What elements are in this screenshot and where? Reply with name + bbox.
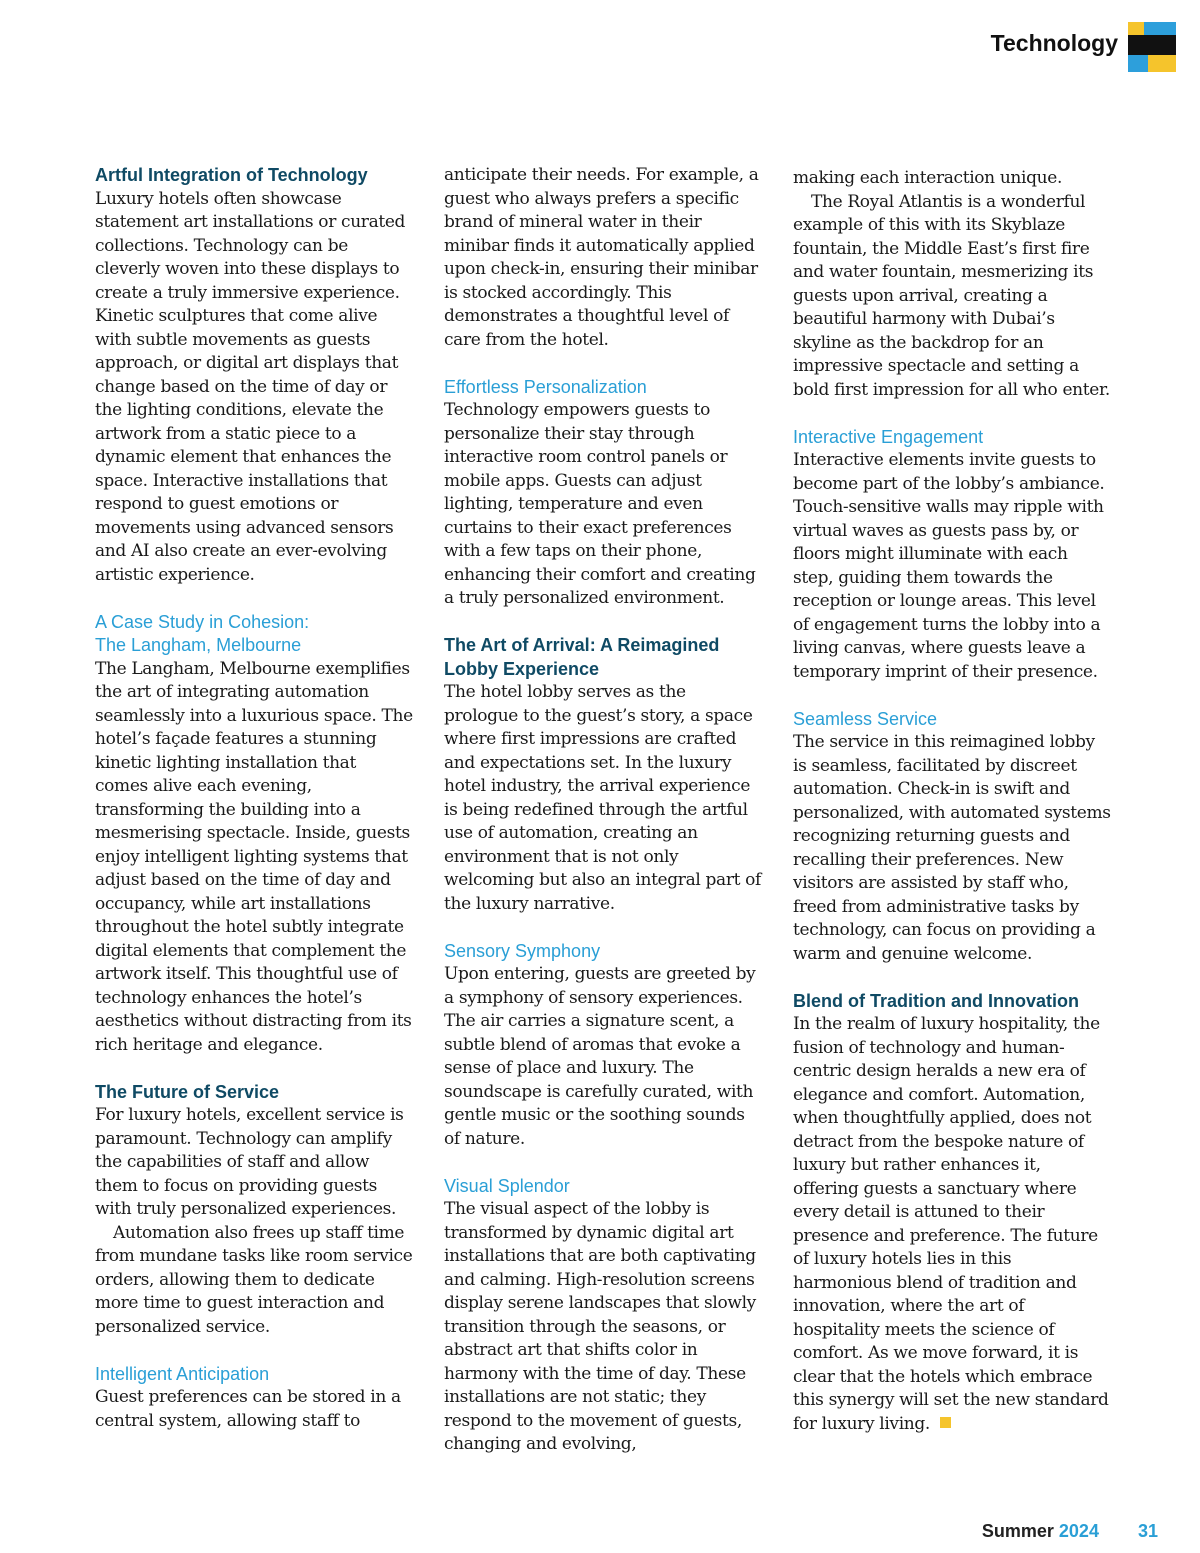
paragraph: Upon entering, guests are greeted by a symphony of sensory experiences. The air carries a signature scent, a subtle blend of aromas that evoke a sense of place and luxury. The soundscape is carefully curated, with gentle music or the soothing sounds of nature. <box>444 964 756 1149</box>
paragraph: Luxury hotels often showcase statement art installations or curated collections. Technology can be cleverly woven into these displays to create a truly immersive experience. Kinetic sculptures that come alive with subtle movements as guests approach, or digital art displays that change based on the time of day or the lighting conditions, elevate the artwork from a static piece to a dynamic element that enhances the space. Interactive installations that respond to guest emotions or movements using advanced sensors and AI also create an ever-evolving artistic experience. <box>95 188 406 585</box>
logo-block-yellow <box>1148 55 1176 72</box>
paragraph: For luxury hotels, excellent service is paramount. Technology can amplify the capabilities of staff and allow them to focus on providing guests with truly personalized experiences. <box>95 1105 404 1219</box>
paragraph: The Langham, Melbourne exemplifies the art of integrating automation seamlessly into a luxurious space. The hotel’s façade features a stunning kinetic lighting installation that comes alive each evening, transforming the building into a mesmerising spectacle. Inside, guests enjoy intelligent lighting systems that adjust based on the time of day and occupancy, while art installations throughout the hotel subtly integrate digital elements that complement the artwork itself. This thoughtful use of technology enhances the hotel’s aesthetics without distracting from its rich heritage and elegance. <box>95 658 413 1055</box>
heading-effortless-personalization: Effortless Personalization <box>444 376 647 397</box>
logo-block-yellow <box>1128 22 1144 35</box>
end-mark-icon <box>940 1417 951 1428</box>
heading-line: The Langham, Melbourne <box>95 635 302 655</box>
heading-artful-integration: Artful Integration of Technology <box>95 165 368 185</box>
paragraph <box>793 1013 1111 1436</box>
paragraph: The service in this reimagined lobby is seamless, facilitated by discreet automation. Check-in is swift and personalized, with automated systems recognizing returning guests and recalling their preferences. New visitors are assisted by staff who, freed from administrative tasks by technology, can focus on providing a warm and genuine welcome. <box>793 732 1111 964</box>
footer-season: Summer <box>981 1521 1054 1541</box>
heading-case-study <box>95 611 413 658</box>
heading-future-of-service: The Future of Service <box>95 1081 280 1102</box>
page-number: 31 <box>1137 1521 1158 1541</box>
heading-intelligent-anticipation: Intelligent Anticipation <box>95 1363 270 1384</box>
paragraph: The Royal Atlantis is a wonderful example of this with its Skyblaze fountain, the Middle East’s first fire and water fountain, mesmerizing its guests upon arrival, creating a beautiful harmony with Dubai’s skyline as the backdrop for an impressive spectacle and setting a bold first impression for all who enter. <box>793 191 1110 400</box>
section-logo-icon <box>1128 22 1176 72</box>
heading-line: The Art of Arrival: A Reimagined <box>444 635 720 655</box>
paragraph: making each interaction unique. <box>793 168 1062 188</box>
section-label: Technology <box>990 30 1118 56</box>
paragraph: anticipate their needs. For example, a guest who always prefers a specific brand of mineral water in their minibar finds it automatically applied upon check-in, ensuring their minibar is stocked accordingly. This demonstrates a thoughtful level of care from the hotel. <box>444 165 759 350</box>
article-column-3 <box>793 167 1111 1436</box>
heading-line: A Case Study in Cohesion: <box>95 611 310 632</box>
heading-blend-tradition-innovation: Blend of Tradition and Innovation <box>793 990 1079 1011</box>
paragraph: The hotel lobby serves as the prologue to the guest’s story, a space where first impressions are crafted and expectations set. In the luxury hotel industry, the arrival experience is being redefined through the artful use of automation, creating an environment that is not only welcoming but also an integral part of the luxury narrative. <box>444 682 761 914</box>
article-column-2 <box>444 164 762 1457</box>
footer-year: 2024 <box>1058 1521 1099 1541</box>
paragraph: Guest preferences can be stored in a central system, allowing staff to <box>95 1387 401 1431</box>
paragraph: The visual aspect of the lobby is transformed by dynamic digital art installations that are both captivating and calming. High-resolution screens display serene landscapes that slowly transition through the seasons, or abstract art that shifts color in harmony with the time of day. These installations are not static; they respond to the movement of guests, changing and evolving, <box>444 1199 756 1454</box>
paragraph-text: In the realm of luxury hospitality, the fusion of technology and human-centric design heralds a new era of elegance and comfort. Automation, when thoughtfully applied, does not detract from the bespoke nature of luxury but rather enhances it, offering guests a sanctuary where every detail is attuned to their presence and preference. The future of luxury hotels lies in this harmonious blend of tradition and innovation, where the art of hospitality meets the science of comfort. As we move forward, it is clear that the hotels which embrace this synergy will set the new standard for luxury living. <box>793 1014 1109 1434</box>
heading-seamless-service: Seamless Service <box>793 708 938 729</box>
heading-sensory-symphony: Sensory Symphony <box>444 940 601 961</box>
heading-interactive-engagement: Interactive Engagement <box>793 426 984 447</box>
heading-visual-splendor: Visual Splendor <box>444 1175 570 1196</box>
logo-block-blue <box>1144 22 1176 35</box>
page-footer <box>982 1521 1158 1542</box>
paragraph: Interactive elements invite guests to become part of the lobby’s ambiance. Touch-sensitive walls may ripple with virtual waves as guests pass by, or floors might illuminate with each step, guiding them towards the reception or lounge areas. This level of engagement turns the lobby into a living canvas, where guests leave a temporary imprint of their presence. <box>793 450 1105 682</box>
logo-block-blue <box>1128 55 1148 72</box>
heading-art-of-arrival <box>444 634 762 681</box>
logo-block-black <box>1128 35 1176 55</box>
heading-line: Lobby Experience <box>444 658 600 679</box>
paragraph: Technology empowers guests to personalize their stay through interactive room control panels or mobile apps. Guests can adjust lighting, temperature and even curtains to their exact preferences with a few taps on their phone, enhancing their comfort and creating a truly personalized environment. <box>444 400 756 608</box>
paragraph: Automation also frees up staff time from mundane tasks like room service orders, allowing them to dedicate more time to guest interaction and personalized service. <box>95 1222 413 1337</box>
article-column-1 <box>95 164 413 1433</box>
